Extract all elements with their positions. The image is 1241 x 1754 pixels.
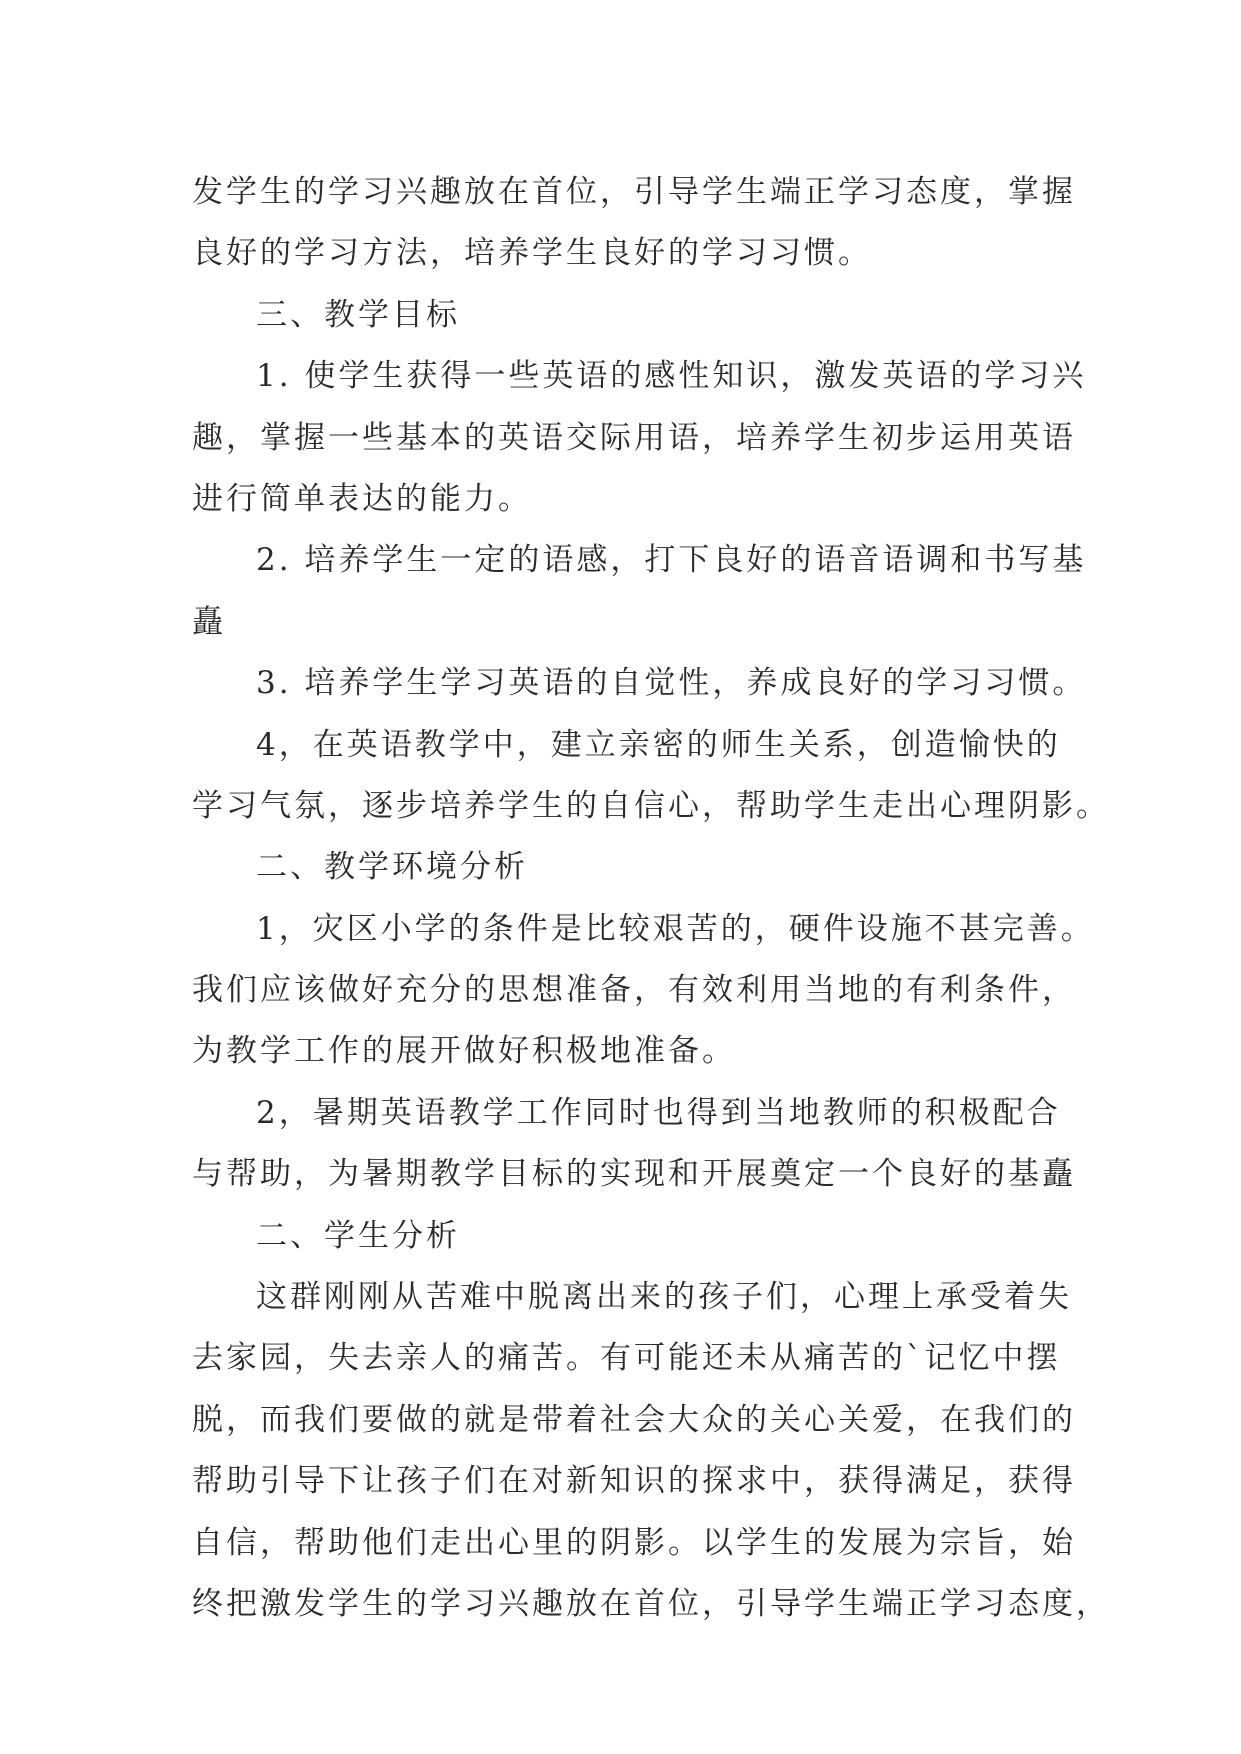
document-body [192,162,1110,1635]
text-line: 帮助引导下让孩子们在对新知识的探求中，获得满足，获得 [192,1463,1076,1500]
text-line: 趣，掌握一些基本的英语交际用语，培养学生初步运用英语 [192,419,1076,456]
text-line: 二、教学环境分析 [256,849,528,886]
text-line: 4，在英语教学中，建立亲密的师生关系，创造愉快的 [256,726,1061,763]
text-line: 良好的学习方法，培养学生良好的学习习惯。 [192,235,872,272]
text-line: 为教学工作的展开做好积极地准备。 [192,1033,736,1070]
text-line: 去家园，失去亲人的痛苦。有可能还未从痛苦的`记忆中摆 [192,1340,1061,1377]
text-line: 矗 [192,603,226,640]
text-line: 我们应该做好充分的思想准备，有效利用当地的有利条件， [192,972,1076,1009]
text-line: 与帮助，为暑期教学目标的实现和开展奠定一个良好的基矗 [192,1156,1076,1193]
text-line: 3. 培养学生学习英语的自觉性，养成良好的学习习惯。 [256,665,1087,702]
text-line: 2，暑期英语教学工作同时也得到当地教师的积极配合 [256,1094,1061,1131]
text-line: 发学生的学习兴趣放在首位，引导学生端正学习态度，掌握 [192,174,1076,210]
text-line: 2. 培养学生一定的语感，打下良好的语音语调和书写基 [256,542,1087,579]
text-line: 自信，帮助他们走出心里的阴影。以学生的发展为宗旨，始 [192,1524,1076,1561]
text-line: 二、学生分析 [256,1217,460,1254]
text-line: 三、教学目标 [256,296,460,333]
text-line: 1，灾区小学的条件是比较艰苦的，硬件设施不甚完善。 [256,910,1095,947]
text-line: 这群刚刚从苦难中脱离出来的孩子们，心理上承受着失 [256,1279,1072,1316]
text-line: 终把激发学生的学习兴趣放在首位，引导学生端正学习态度， [192,1585,1110,1622]
text-line: 进行简单表达的能力。 [192,480,532,517]
text-line: 学习气氛，逐步培养学生的自信心，帮助学生走出心理阴影。 [192,787,1110,824]
text-line: 1. 使学生获得一些英语的感性知识，激发英语的学习兴 [256,358,1087,395]
text-line: 脱，而我们要做的就是带着社会大众的关心关爱，在我们的 [192,1401,1076,1438]
